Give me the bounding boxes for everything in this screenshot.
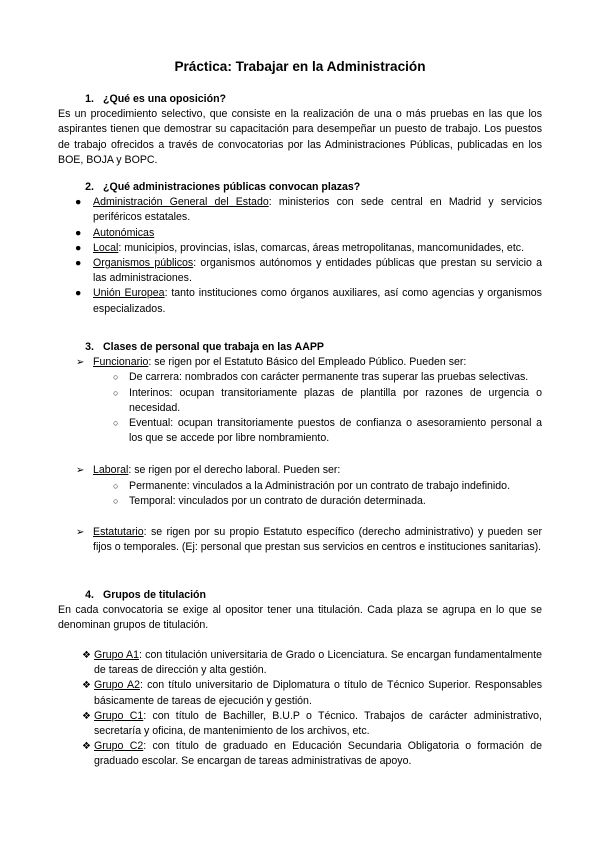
list-item-funcionario: ➢ Funcionario: se rigen por el Estatuto Básico del Empleado Público. Pueden ser: (58, 355, 542, 370)
titulacion-groups-list (82, 648, 543, 770)
arrow-bullet-icon: ➢ (76, 357, 85, 369)
arrow-bullet-icon: ➢ (76, 465, 85, 477)
circle-bullet-icon: ○ (113, 387, 119, 398)
list-item: ❖ Grupo C2: con título de graduado en Educación Secundaria Obligatoria o formación de graduado escolar. Se encargan de tareas administrativas de apoyo. (82, 740, 542, 768)
sub-list-item: ○ Permanente: vinculados a la Administración por un contrato de trabajo indefinido. (58, 479, 542, 494)
section-4 (58, 588, 542, 634)
arrow-bullet-icon: ➢ (76, 527, 85, 539)
bullet-icon: ● (75, 196, 82, 209)
section-1-text: Es un procedimiento selectivo, que consiste en la realización de una o más pruebas en las que los aspirantes tienen que demostrar su capacitación para desempeñar un puesto de trabajo. Los puestos de trabajo ofrecidos a través de convocatorias por las Administraciones Públicas, publicadas en los BOE, BOJA y BOPC. (58, 108, 542, 166)
list-item: ● Autonómicas (58, 226, 542, 241)
diamond-bullet-icon: ❖ (82, 741, 91, 753)
section-3-heading: 3. Clases de personal que trabaja en las AAPP (85, 341, 324, 353)
diamond-bullet-icon: ❖ (82, 650, 91, 661)
document-title: Práctica: Trabajar en la Administración (174, 59, 426, 74)
diamond-bullet-icon: ❖ (82, 680, 91, 692)
diamond-bullet-icon: ❖ (82, 710, 91, 722)
section-4-text: En cada convocatoria se exige al opositor tener una titulación. Cada plaza se agrupa en lo que se denominan grupos de titulación. (58, 604, 542, 632)
list-item-estatutario: ➢ Estatutario: se rigen por su propio Estatuto específico (derecho administrativo) y pueden ser fijos o temporales. (Ej: personal que prestan sus servicios en centros e instituciones sanitarias). (76, 526, 542, 554)
sub-list-item: ○ Interinos: ocupan transitoriamente plazas de plantilla por razones de urgencia o necesidad. (113, 386, 542, 414)
list-item: ❖ Grupo C1: con título de Bachiller, B.U.P o Técnico. Trabajos de carácter administrativo, secretaría y oficina, de mantenimiento de los archivos, etc. (82, 709, 543, 738)
circle-bullet-icon: ○ (113, 480, 119, 491)
bullet-icon: ● (75, 287, 82, 300)
list-item: ● Local: municipios, provincias, islas, comarcas, áreas metropolitanas, mancomunidades, etc. (58, 241, 542, 256)
section-2-heading: 2. ¿Qué administraciones públicas convocan plazas? (85, 181, 361, 193)
circle-bullet-icon: ○ (113, 418, 119, 429)
list-item-laboral: ➢ Laboral: se rigen por el derecho laboral. Pueden ser: (58, 463, 542, 478)
circle-bullet-icon: ○ (113, 495, 119, 506)
section-3 (58, 340, 542, 555)
section-2 (58, 180, 542, 317)
list-item: ❖ Grupo A1: con titulación universitaria de Grado o Licenciatura. Se encargan fundamentalmente de tareas de dirección y alta gestión. (82, 649, 542, 677)
section-1 (58, 92, 542, 168)
bullet-icon: ● (75, 226, 82, 239)
bullet-icon: ● (75, 241, 82, 254)
list-item: ❖ Grupo A2: con título universitario de Diplomatura o título de Técnico Superior. Responsables básicamente de tareas de ejecución y gestión. (82, 679, 542, 707)
list-item: ● Administración General del Estado: ministerios con sede central en Madrid y servicios periféricos estatales. (75, 196, 542, 224)
bullet-icon: ● (75, 257, 82, 270)
sub-list-item: ○ Eventual: ocupan transitoriamente puestos de confianza o asesoramiento personal a los que se accede por libre nombramiento. (113, 417, 542, 445)
section-4-heading: 4. Grupos de titulación (85, 589, 206, 601)
circle-bullet-icon: ○ (113, 372, 119, 383)
sub-list-item: ○ De carrera: nombrados con carácter permanente tras superar las pruebas selectivas. (58, 370, 542, 385)
section-1-heading: 1. ¿Qué es una oposición? (85, 93, 227, 105)
list-item: ● Unión Europea: tanto instituciones como órganos auxiliares, así como agencias y organismos especializados. (75, 287, 542, 315)
sub-list-item: ○ Temporal: vinculados por un contrato de duración determinada. (58, 494, 542, 509)
list-item: ● Organismos públicos: organismos autónomos y entidades públicas que prestan su servicio a las administraciones. (75, 257, 542, 285)
